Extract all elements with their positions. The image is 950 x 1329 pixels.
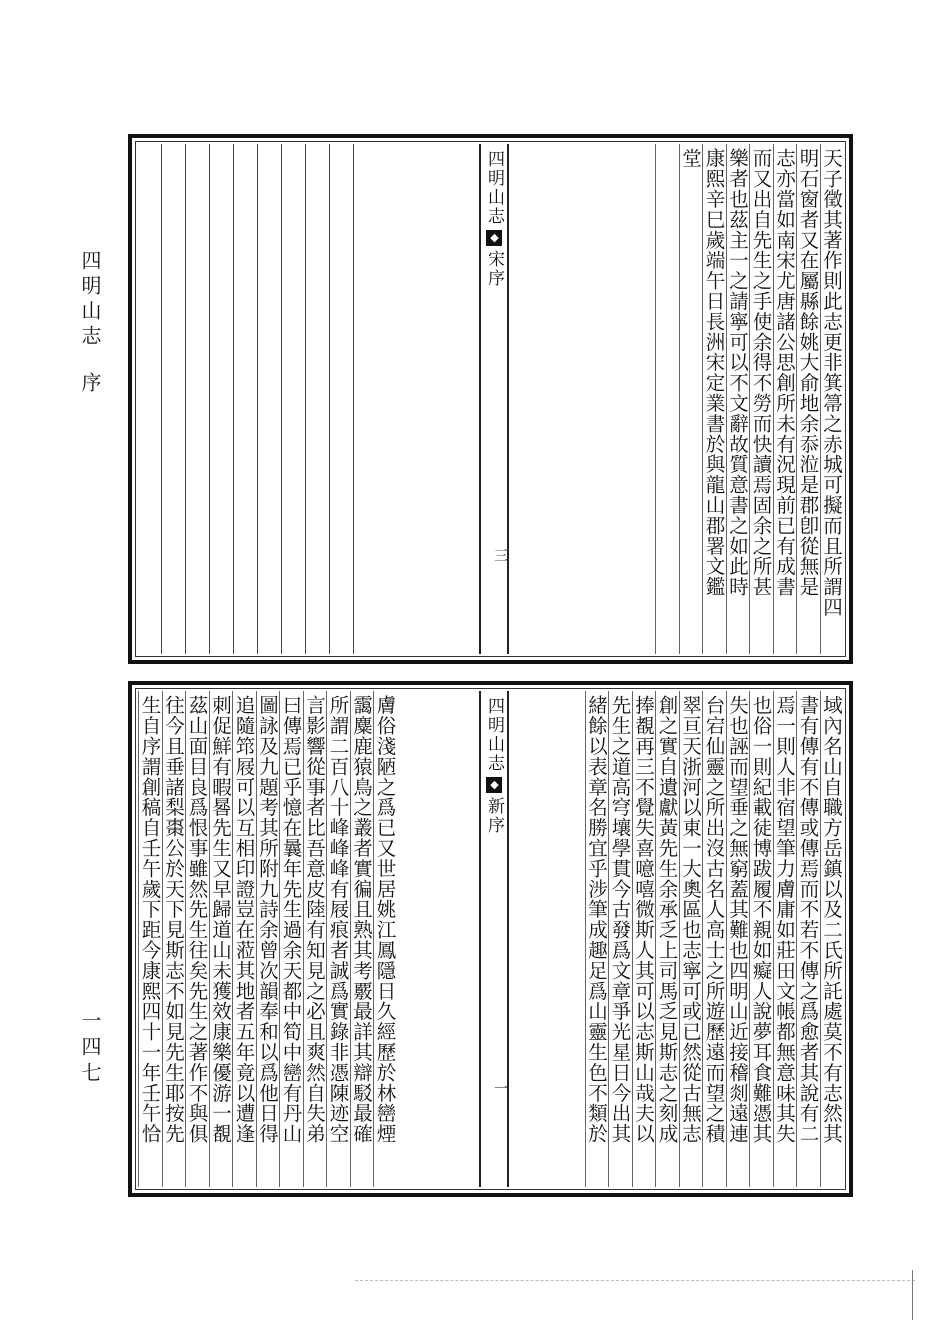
text-column: 志亦當如南宋尤唐諸公思創所未有況現前已有成書 — [773, 144, 797, 654]
text-column: 天子徵其著作則此志更非箕箒之赤城可擬而且所謂四 — [820, 144, 844, 654]
gutter-title: 四明山志 — [484, 150, 504, 226]
text-column: 康熙辛巳歲端午日長洲宋定業書於與龍山郡署文鑑 — [702, 144, 726, 654]
text-column: 茲山面目良爲恨事雖然先生往矣先生之著作不與俱 — [185, 691, 209, 1187]
scan-artifact-line — [355, 1280, 915, 1282]
text-column: 圖詠及九題考其所附九詩余曾次韻奉和以爲他日得 — [256, 691, 280, 1187]
text-column: 往今且垂諸梨棗公於天下見斯志不如見先生耶按先 — [162, 691, 186, 1187]
text-column: 靄麋鹿猿鳥之叢者實徧且熟其考覈最詳其辯駁最確 — [350, 691, 374, 1187]
text-column: 翠亘天浙河以東一大奧區也志寧可或已然從古無志 — [679, 691, 703, 1187]
text-column: 域內名山自職方岳鎮以及二氏所託處莫不有志然其 — [820, 691, 844, 1187]
running-section-text: 序 — [78, 372, 102, 397]
text-column: 台宕仙靈之所出沒古名人高士之所遊歷遠而望之積 — [702, 691, 726, 1187]
text-column: 先生之道高穹壤學貫今古發爲文章爭光星日今出其 — [608, 691, 632, 1187]
scan-edge-line — [912, 1270, 913, 1320]
text-column: 言影響從事者比吾意皮陸有知見之必且爽然自失弟 — [303, 691, 327, 1187]
bottom-page-fold-gutter — [479, 691, 509, 1187]
text-column: 焉一則人非宿望筆力膚庸如莊田文帳都無意味其失 — [773, 691, 797, 1187]
text-column: 堂 — [679, 144, 703, 654]
text-column: 曰傳焉已乎憶在曩年先生過余天都中筍中巒有丹山 — [279, 691, 303, 1187]
text-column-empty — [655, 144, 679, 654]
gutter-page-number: 一 — [492, 1081, 508, 1097]
gutter-title: 四明山志 — [484, 697, 504, 773]
empty-ruled-columns — [138, 144, 354, 654]
text-column: 膚俗淺陋之爲已又世居姚江鳳隱日久經歷於林巒煙 — [373, 691, 397, 1187]
bottom-page-right-text — [585, 691, 844, 1187]
bottom-page-frame — [128, 681, 853, 1197]
text-column: 刺促鮮有暇晷先生又早歸道山未獲效康樂優游一覩 — [209, 691, 233, 1187]
gutter-page-number: 三 — [492, 548, 508, 564]
running-title — [76, 250, 105, 397]
fish-tail-mark-icon: ◆ — [488, 230, 501, 246]
text-column: 捧覩再三不覺失喜噫嘻微斯人其可以志斯山哉夫以 — [632, 691, 656, 1187]
text-column: 生自序謂創稿自壬午歲下距今康熙四十一年壬午恰 — [138, 691, 162, 1187]
text-column: 樂者也茲主一之請寧可以不文辭故質意書之如此時 — [726, 144, 750, 654]
gutter-section: 新序 — [484, 797, 504, 835]
text-column: 創之實自遺獻黃先生余承乏上司馬乏見斯志之刻成 — [655, 691, 679, 1187]
page-number: 一四七 — [78, 1010, 102, 1088]
text-column: 追隨筇屐可以互相印證豈在蒞其地者五年竟以遭逢 — [232, 691, 256, 1187]
top-page-frame — [128, 134, 853, 664]
text-column: 緒餘以表章名勝宜乎涉筆成趣足爲山靈生色不類於 — [585, 691, 609, 1187]
running-title-text: 四明山志 — [78, 250, 102, 350]
text-column: 也俗一則紀載徒博跋履不親如癡人說夢耳食難憑其 — [749, 691, 773, 1187]
top-page-fold-gutter — [479, 144, 509, 654]
fish-tail-mark-icon: ◆ — [488, 777, 501, 793]
gutter-section: 宋序 — [484, 250, 504, 288]
text-column: 明石窗者又在屬縣餘姚大俞地余忝涖是郡卽從無是 — [796, 144, 820, 654]
text-column: 而又出自先生之手使余得不勞而快讀焉固余之所甚 — [749, 144, 773, 654]
bottom-page-left-text — [138, 691, 397, 1187]
text-column: 書有傳有不傳或傳焉而不若不傳之爲愈者其說有二 — [796, 691, 820, 1187]
top-page-text — [655, 144, 843, 654]
text-column: 失也誣而望垂之無窮蓋其難也四明山近接稽剡遠連 — [726, 691, 750, 1187]
text-column: 所謂二百八十峰峰峰有屐痕者誠爲實錄非憑陳迹空 — [326, 691, 350, 1187]
